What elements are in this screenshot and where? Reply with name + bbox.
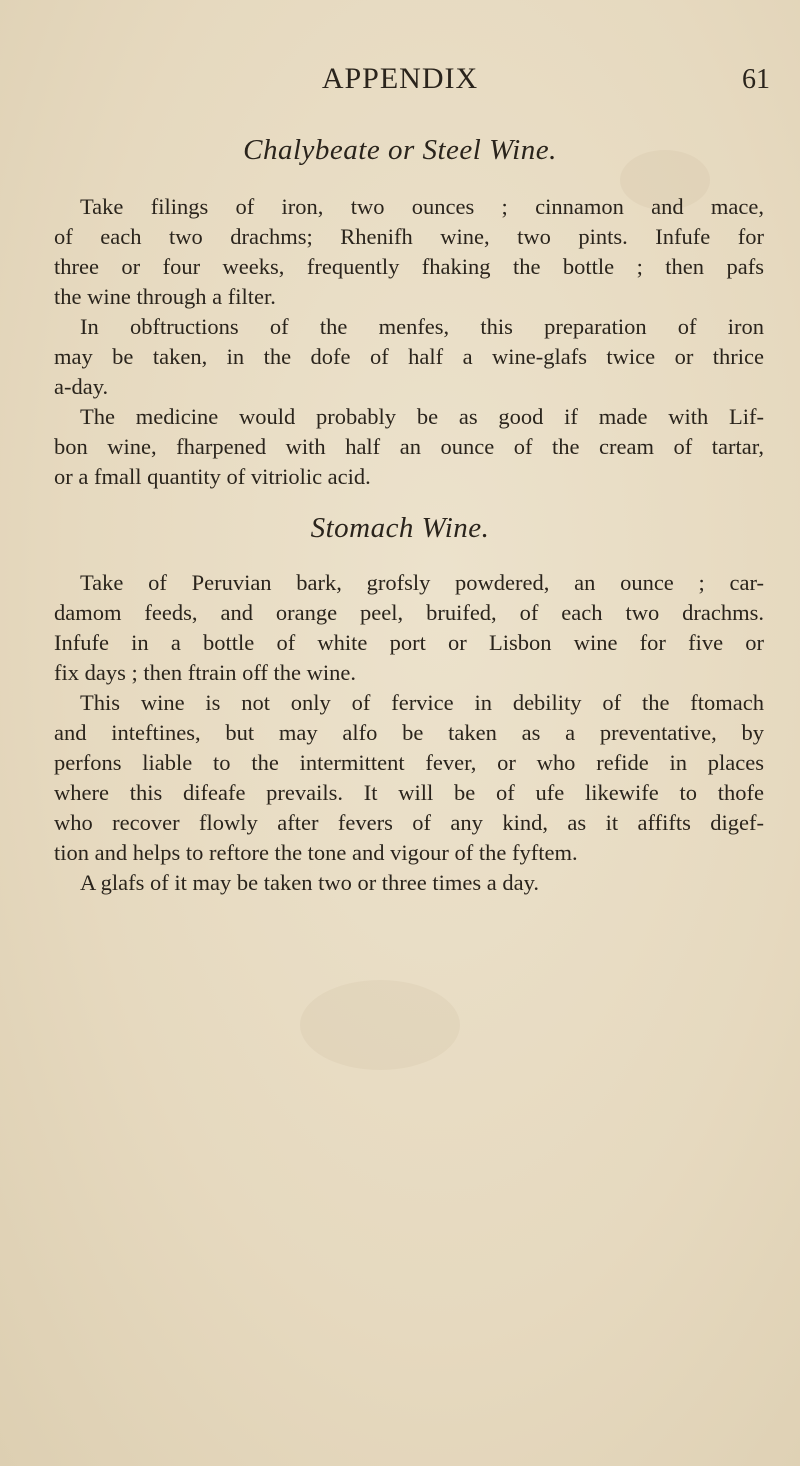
paragraph <box>54 192 764 312</box>
text-line: This wine is not only of fervice in debility of the ftomach <box>80 690 764 715</box>
text-line: who recover flowly after fevers of any kind, as it affifts digef- <box>54 810 764 835</box>
running-head <box>0 62 800 102</box>
paragraph <box>54 568 764 688</box>
text-line: In obftructions of the menfes, this preparation of iron <box>80 314 764 339</box>
text-line: or a fmall quantity of vitriolic acid. <box>54 464 371 489</box>
section-heading: Chalybeate or Steel Wine. <box>243 134 557 166</box>
text-line: The medicine would probably be as good if made with Lif- <box>80 404 764 429</box>
page-number: 61 <box>742 64 770 95</box>
text-line: and inteftines, but may alfo be taken as a preventative, by <box>54 720 764 745</box>
text-line: where this difeafe prevails. It will be of ufe likewife to thofe <box>54 780 764 805</box>
text-line: bon wine, fharpened with half an ounce of the cream of tartar, <box>54 434 764 459</box>
text-line: the wine through a filter. <box>54 284 276 309</box>
paragraph <box>54 688 764 868</box>
text-line: Infufe in a bottle of white port or Lisbon wine for five or <box>54 630 764 655</box>
paragraph <box>54 402 764 492</box>
text-line: Take of Peruvian bark, grofsly powdered, an ounce ; car- <box>80 570 764 595</box>
text-line: three or four weeks, frequently fhaking the bottle ; then pafs <box>54 254 764 279</box>
text-line: of each two drachms; Rhenifh wine, two pints. Infufe for <box>54 224 764 249</box>
text-line: tion and helps to reftore the tone and vigour of the fyftem. <box>54 840 578 865</box>
text-line: fix days ; then ftrain off the wine. <box>54 660 357 685</box>
paragraph <box>54 312 764 402</box>
text-line: Take filings of iron, two ounces ; cinnamon and mace, <box>80 194 764 219</box>
text-line: A glafs of it may be taken two or three times a day. <box>80 870 540 895</box>
text-line: a-day. <box>54 374 109 399</box>
text-line: may be taken, in the dofe of half a wine-glafs twice or thrice <box>54 344 764 369</box>
section-heading: Stomach Wine. <box>310 512 490 544</box>
paper-stain <box>300 980 460 1070</box>
text-line: damom feeds, and orange peel, bruifed, of each two drachms. <box>54 600 764 625</box>
text-line: perfons liable to the intermittent fever, or who refide in places <box>54 750 764 775</box>
paragraph <box>54 868 764 898</box>
running-title: APPENDIX <box>321 62 479 95</box>
